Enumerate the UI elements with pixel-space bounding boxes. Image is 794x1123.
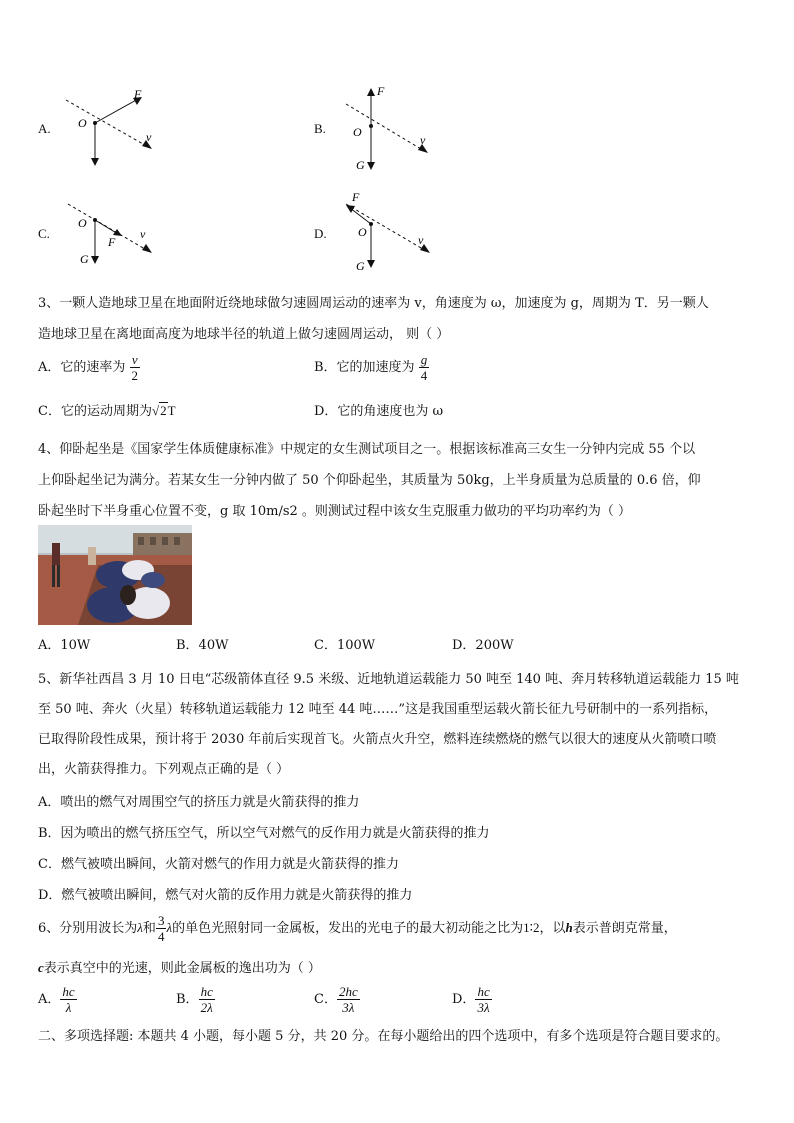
label-o: O [78, 116, 87, 130]
force-diagram-d [336, 186, 446, 276]
section-2-header: 二、多项选择题: 本题共 4 小题，每小题 5 分，共 20 分。在每小题给出的四个选项中，有多个选项是符合题目要求的。 [38, 1029, 729, 1044]
q4-option-a[interactable]: A．10W [38, 638, 91, 653]
option-letter: A. [38, 121, 51, 136]
q4-option-b[interactable]: B．40W [176, 638, 229, 653]
q3-stem-line2: 造地球卫星在离地面高度为地球半径的轨道上做匀速圆周运动， 则（ ） [38, 327, 450, 342]
q3-option-d[interactable]: D．它的角速度也为 ω [314, 404, 444, 419]
q4-stem-line3: 卧起坐时下半身重心位置不变，g 取 10m/s2 。则测试过程中该女生克服重力做功的平均功率约为（ ） [38, 504, 632, 519]
label-g: G [80, 252, 89, 266]
q5-option-d[interactable]: D．燃气被喷出瞬间，燃气对火箭的反作用力就是火箭获得的推力 [38, 888, 413, 903]
force-diagram-c [60, 200, 170, 275]
q3-option-c[interactable]: C．它的运动周期为√2T [38, 403, 176, 419]
q6-option-d[interactable]: D． $\frac{hc}{3\lambda}$ [452, 984, 490, 1015]
label-o: O [353, 125, 362, 139]
q4-option-c[interactable]: C．100W [314, 638, 376, 653]
q5-option-c[interactable]: C．燃气被喷出瞬间，火箭对燃气的作用力就是火箭获得的推力 [38, 857, 399, 872]
q3-stem-line1: 3、一颗人造地球卫星在地面附近绕地球做匀速圆周运动的速率为 v，角速度为 ω，加速度为 g，周期为 T．另一颗人 [38, 296, 709, 311]
q5-option-a[interactable]: A．喷出的燃气对周围空气的挤压力就是火箭获得的推力 [38, 795, 360, 810]
q6-option-b[interactable]: B． $\frac{hc}{2\lambda}$ [176, 984, 213, 1015]
label-v: v [418, 233, 424, 247]
fraction: $\frac{hc}{2\lambda}$ [200, 984, 213, 1015]
q5-stem-line1: 5、新华社西昌 3 月 10 日电“芯级箭体直径 9.5 米级、近地轨道运载能力 50 吨至 140 吨、奔月转移轨道运载能力 15 吨 [38, 672, 739, 687]
q3-option-b[interactable]: B．它的加速度为 $\frac{g}{4}$ [314, 352, 428, 383]
force-diagram-b [336, 84, 446, 174]
fraction: $\frac{2hc}{3\lambda}$ [338, 984, 358, 1015]
label-o: O [358, 225, 367, 239]
q5-stem-line4: 出，火箭获得推力。下列观点正确的是（ ） [38, 762, 290, 777]
fraction: $\frac{hc}{\lambda}$ [62, 984, 75, 1015]
label-v: v [420, 133, 426, 147]
label-o: O [78, 216, 87, 230]
sqrt-symbol: √2 [151, 403, 167, 418]
q5-stem-line2: 至 50 吨、奔火（火星）转移轨道运载能力 12 吨至 44 吨……”这是我国重型运载火箭长征九号研制中的一系列指标， [38, 702, 718, 717]
option-letter: B. [314, 121, 326, 136]
q5-stem-line3: 已取得阶段性成果，预计将于 2030 年前后实现首飞。火箭点火升空，燃料连续燃烧的燃气以很大的速度从火箭喷口喷 [38, 732, 717, 747]
label-f: F [134, 87, 142, 101]
label-v: v [140, 227, 146, 241]
label-f: F [377, 84, 385, 98]
q4-stem-line2: 上仰卧起坐记为满分。若某女生一分钟内做了 50 个仰卧起坐，其质量为 50kg，上半身质量为总质量的 0.6 倍，仰 [38, 473, 701, 488]
option-letter: C. [38, 226, 50, 241]
force-diagram-a [60, 86, 170, 168]
label-v: v [146, 130, 152, 144]
fraction: $\frac{g}{4}$ [420, 352, 428, 383]
q5-option-b[interactable]: B．因为喷出的燃气挤压空气，所以空气对燃气的反作用力就是火箭获得的推力 [38, 826, 490, 841]
q6-option-c[interactable]: C． $\frac{2hc}{3\lambda}$ [314, 984, 358, 1015]
q4-option-d[interactable]: D．200W [452, 638, 514, 653]
q4-stem-line1: 4、仰卧起坐是《国家学生体质健康标准》中规定的女生测试项目之一。根据该标准高三女生一分钟内完成 55 个以 [38, 442, 696, 457]
option-letter: D. [314, 226, 327, 241]
label-f: F [352, 190, 360, 204]
q6-option-a[interactable]: A． $\frac{hc}{\lambda}$ [38, 984, 75, 1015]
situps-photo [38, 525, 192, 625]
q6-stem-line1: 6、分别用波长为λ和 $\frac{3}{4}$ λ的单色光照射同一金属板，发出的光电子的最大初动能之比为1∶2，以h表示普朗克常量， [38, 913, 677, 944]
fraction: $\frac{v}{2}$ [131, 352, 139, 383]
label-f: F [108, 235, 116, 249]
label-g: G [356, 158, 365, 172]
fraction: $\frac{3}{4}$ [157, 913, 165, 944]
q3-option-a[interactable]: A．它的速率为 $\frac{v}{2}$ [38, 352, 139, 383]
q6-stem-line2: c表示真空中的光速，则此金属板的逸出功为（ ） [38, 960, 321, 976]
fraction: $\frac{hc}{3\lambda}$ [477, 984, 490, 1015]
label-g: G [356, 259, 365, 273]
